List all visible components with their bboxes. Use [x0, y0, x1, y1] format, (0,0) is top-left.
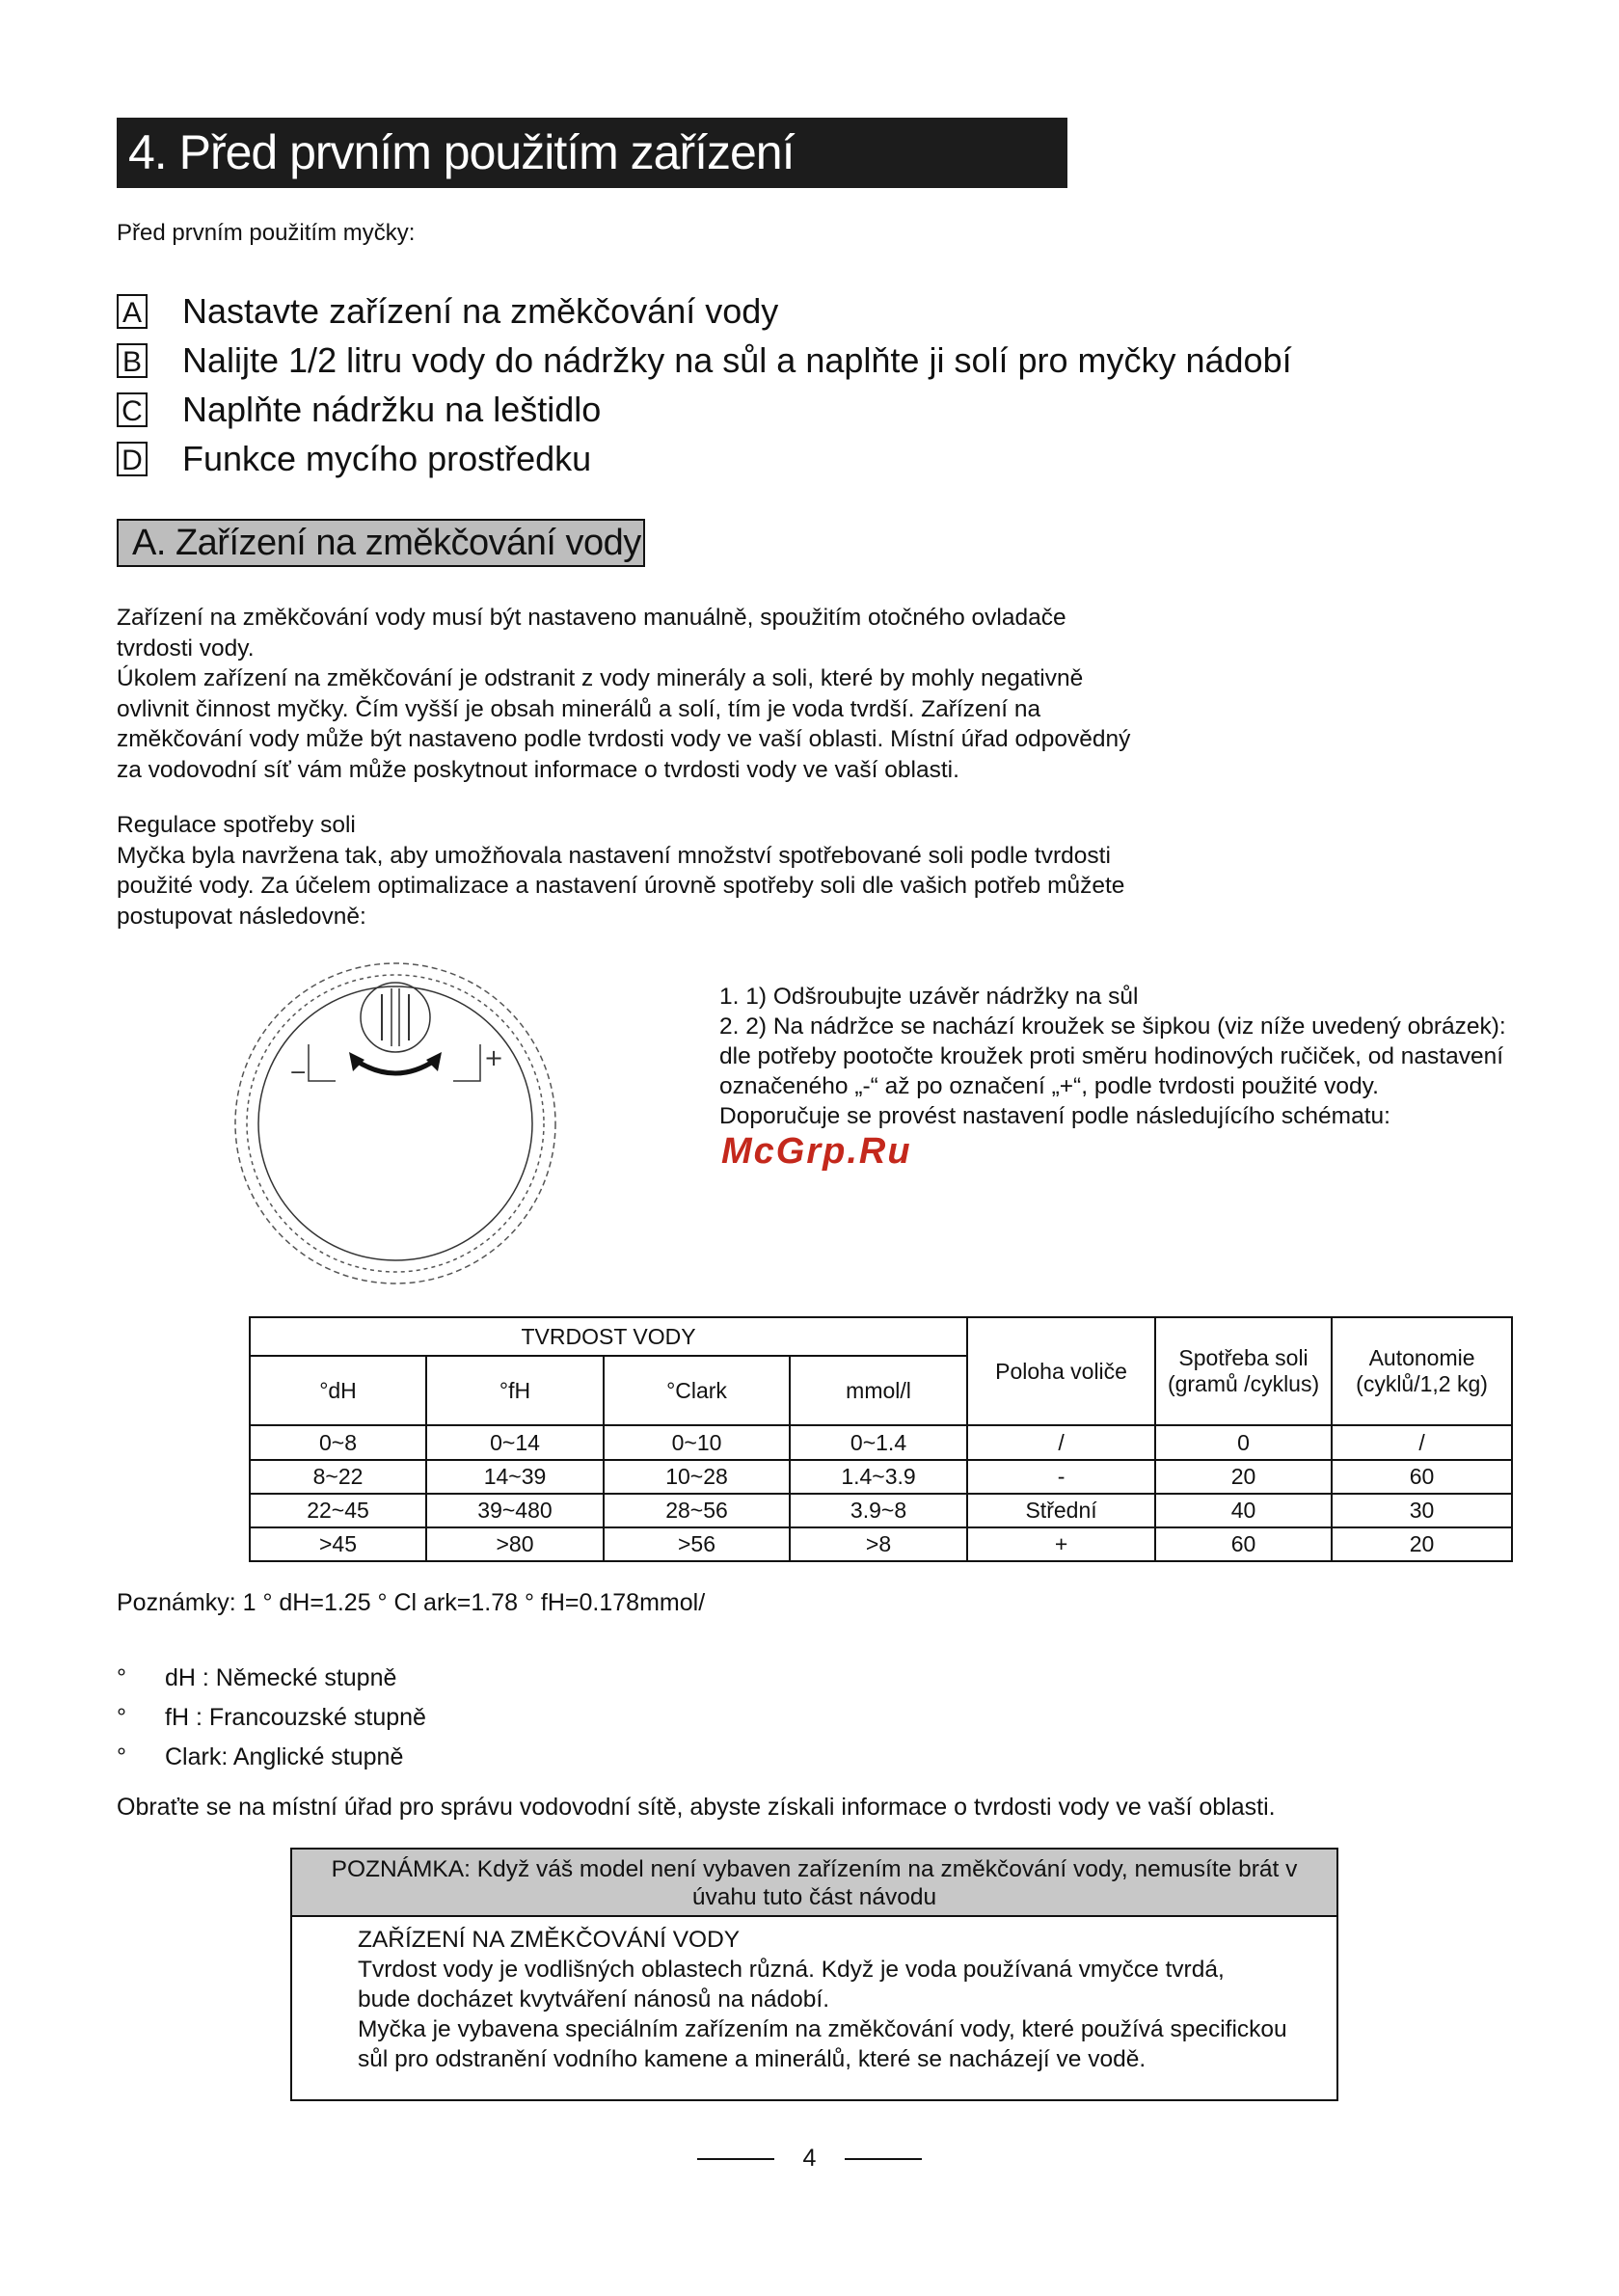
- group-header: TVRDOST VODY: [250, 1317, 967, 1356]
- steps-list: [117, 286, 1292, 483]
- table-cell: 40: [1155, 1494, 1332, 1527]
- table-cell: 0~1.4: [790, 1425, 967, 1459]
- page-footer: [0, 2145, 1619, 2173]
- softener-description: [117, 603, 1158, 785]
- table-cell: 0~8: [250, 1425, 426, 1459]
- step-letter: A: [117, 294, 148, 329]
- step-letter: D: [117, 442, 148, 476]
- table-cell: Střední: [967, 1494, 1155, 1527]
- step-text: Nastavte zařízení na změkčování vody: [182, 290, 779, 331]
- outer-ring: [235, 963, 555, 1283]
- text-line: Regulace spotřeby soli: [117, 812, 356, 838]
- text-line: Myčka je vybavena speciálním zařízením na změkčování vody, které používá specifickou: [358, 2016, 1287, 2042]
- table-cell: 10~28: [604, 1460, 790, 1494]
- table-row: [250, 1460, 1512, 1494]
- text-line: použité vody. Za účelem optimalizace a nastavení úrovně spotřeby soli dle vašich potřeb můžete: [117, 873, 1125, 899]
- list-item: [117, 1698, 426, 1738]
- plus-notch: [453, 1044, 480, 1081]
- page-title: 4. Před prvním použitím zařízení: [117, 118, 1067, 188]
- text-line: dle potřeby pootočte kroužek proti směru hodinových ručiček, od nastavení: [719, 1043, 1504, 1069]
- step-item: [117, 434, 1292, 483]
- table-row: [250, 1425, 1512, 1459]
- column-header: Spotřeba soli (gramů /cyklus): [1155, 1317, 1332, 1425]
- text-line: Doporučuje se provést nastavení podle následujícího schématu:: [719, 1103, 1390, 1129]
- table-cell: 22~45: [250, 1494, 426, 1527]
- text-line: Tvrdost vody je vodlišných oblastech různá. Když je voda používaná vmyčce tvrdá,: [358, 1957, 1225, 1983]
- column-header: °fH: [426, 1356, 604, 1425]
- footer-rule: [697, 2158, 774, 2160]
- table-cell: 30: [1332, 1494, 1512, 1527]
- text-line: změkčování vody může být nastaveno podle tvrdosti vody ve vaší oblasti. Místní úřad odpovědný: [117, 726, 1131, 752]
- knob-outline: [361, 983, 430, 1052]
- text-line: ovlivnit činnost myčky. Čím vyšší je obsah minerálů a solí, tím je voda tvrdší. Zařízení na: [117, 695, 1041, 722]
- table-row: [250, 1527, 1512, 1561]
- table-cell: >56: [604, 1527, 790, 1561]
- intro-text: Před prvním použitím myčky:: [117, 220, 416, 246]
- step-text: Funkce mycího prostředku: [182, 438, 592, 478]
- step-item: [117, 336, 1292, 385]
- column-header: °Clark: [604, 1356, 790, 1425]
- step-text: Naplňte nádržku na leštidlo: [182, 389, 602, 429]
- table-cell: 60: [1155, 1527, 1332, 1561]
- text-line: 2. 2) Na nádržce se nachází kroužek se šipkou (viz níže uvedený obrázek):: [719, 1013, 1506, 1040]
- text-line: postupovat následovně:: [117, 903, 366, 930]
- salt-regulation-text: [117, 810, 1158, 932]
- column-header: °dH: [250, 1356, 426, 1425]
- footer-rule: [845, 2158, 922, 2160]
- degree-bullet: °: [117, 1664, 126, 1691]
- arrow-head-left-icon: [349, 1052, 364, 1071]
- table-cell: /: [967, 1425, 1155, 1459]
- adjustment-instructions: [719, 982, 1520, 1131]
- text-line: tvrdosti vody.: [117, 635, 255, 662]
- table-cell: +: [967, 1527, 1155, 1561]
- step-letter: B: [117, 343, 148, 378]
- note-body: [292, 1917, 1336, 2074]
- contact-note: Obraťte se na místní úřad pro správu vodovodní sítě, abyste získali informace o tvrdosti vody ve vaší oblasti.: [117, 1794, 1276, 1821]
- section-a-title: A. Zařízení na změkčování vody: [117, 519, 645, 567]
- table-cell: 0: [1155, 1425, 1332, 1459]
- column-header: Autonomie (cyklů/1,2 kg): [1332, 1317, 1512, 1425]
- table-cell: 20: [1332, 1527, 1512, 1561]
- table-cell: 3.9~8: [790, 1494, 967, 1527]
- degree-bullet: °: [117, 1704, 126, 1731]
- degree-text: fH : Francouzské stupně: [165, 1704, 426, 1731]
- degree-text: dH : Německé stupně: [165, 1664, 397, 1691]
- page-number: 4: [802, 2145, 817, 2172]
- table-cell: 8~22: [250, 1460, 426, 1494]
- watermark: McGrp.Ru: [721, 1131, 912, 1172]
- inner-ring: [258, 986, 532, 1260]
- minus-label: −: [289, 1061, 308, 1085]
- text-line: sůl pro odstranění vodního kamene a minerálů, které se nacházejí ve vodě.: [358, 2046, 1147, 2072]
- table-cell: /: [1332, 1425, 1512, 1459]
- middle-ring: [247, 975, 544, 1272]
- table-cell: 0~10: [604, 1425, 790, 1459]
- table-cell: >80: [426, 1527, 604, 1561]
- step-item: [117, 286, 1292, 336]
- table-cell: 0~14: [426, 1425, 604, 1459]
- list-item: [117, 1659, 426, 1698]
- water-hardness-table: [249, 1316, 1513, 1562]
- step-text: Nalijte 1/2 litru vody do nádržky na sůl a naplňte ji solí pro myčky nádobí: [182, 339, 1292, 380]
- note-title: ZAŘÍZENÍ NA ZMĚKČOVÁNÍ VODY: [358, 1927, 741, 1953]
- table-cell: >8: [790, 1527, 967, 1561]
- text-line: za vodovodní síť vám může poskytnout informace o tvrdosti vody ve vaší oblasti.: [117, 756, 959, 783]
- knob-grip: [382, 994, 409, 1040]
- table-header-row: [250, 1317, 1512, 1356]
- table-cell: >45: [250, 1527, 426, 1561]
- degree-legend: [117, 1659, 426, 1777]
- conversion-notes: Poznámky: 1 ° dH=1.25 ° Cl ark=1.78 ° fH=0.178mmol/: [117, 1589, 706, 1616]
- degree-bullet: °: [117, 1743, 126, 1770]
- step-item: [117, 385, 1292, 434]
- degree-text: Clark: Anglické stupně: [165, 1743, 404, 1770]
- text-line: Myčka byla navržena tak, aby umožňovala nastavení množství spotřebované soli podle tvrdosti: [117, 842, 1111, 869]
- column-header: mmol/l: [790, 1356, 967, 1425]
- plus-label: +: [484, 1044, 504, 1071]
- table-cell: 39~480: [426, 1494, 604, 1527]
- table-cell: -: [967, 1460, 1155, 1494]
- list-item: [117, 1738, 426, 1777]
- note-box: [290, 1848, 1338, 2101]
- column-header: Poloha voliče: [967, 1317, 1155, 1425]
- table-cell: 60: [1332, 1460, 1512, 1494]
- table-cell: 1.4~3.9: [790, 1460, 967, 1494]
- step-letter: C: [117, 392, 148, 427]
- text-line: 1. 1) Odšroubujte uzávěr nádržky na sůl: [719, 984, 1139, 1010]
- salt-cap-diagram: [231, 959, 559, 1287]
- minus-notch: [309, 1044, 336, 1081]
- table-cell: 14~39: [426, 1460, 604, 1494]
- text-line: bude docházet kvytváření nánosů na nádobí.: [358, 1986, 829, 2012]
- note-header: POZNÁMKA: Když váš model není vybaven zařízením na změkčování vody, nemusíte brát v úvahu tuto část návodu: [292, 1850, 1336, 1917]
- arrow-head-right-icon: [426, 1052, 442, 1071]
- table-cell: 28~56: [604, 1494, 790, 1527]
- text-line: Úkolem zařízení na změkčování je odstranit z vody minerály a soli, které by mohly negativně: [117, 665, 1084, 691]
- text-line: Zařízení na změkčování vody musí být nastaveno manuálně, spoužitím otočného ovladače: [117, 605, 1066, 631]
- knob-grip-center: [391, 988, 399, 1046]
- table-row: [250, 1494, 1512, 1527]
- text-line: označeného „-“ až po označení „+“, podle tvrdosti použité vody.: [719, 1073, 1379, 1099]
- rotation-arrow-icon: [355, 1060, 436, 1073]
- table-cell: 20: [1155, 1460, 1332, 1494]
